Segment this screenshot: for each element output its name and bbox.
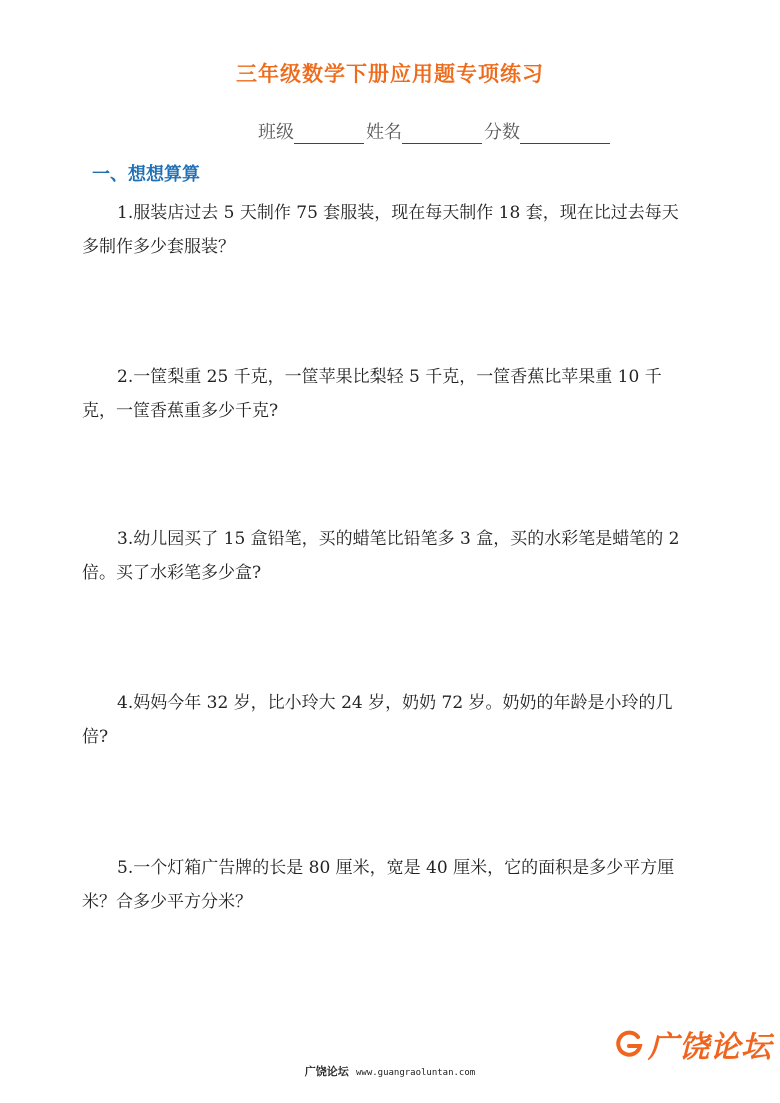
student-info-line — [258, 118, 612, 144]
footer-site-name: 广饶论坛 — [304, 1065, 349, 1078]
footer-url: www.guangraoluntan.com — [355, 1068, 476, 1078]
question-2: 2.一筐梨重 25 千克，一筐苹果比梨轻 5 千克，一筐香蕉比苹果重 10 千克，一筐香蕉重多少千克? — [82, 367, 662, 421]
question-5: 5.一个灯箱广告牌的长是 80 厘米，宽是 40 厘米，它的面积是多少平方厘米？合多少平方分米？ — [82, 858, 675, 912]
question-4: 4.妈妈今年 32 岁，比小玲大 24 岁，奶奶 72 岁。奶奶的年龄是小玲的几倍? — [82, 693, 673, 747]
g-swirl-logo-icon — [614, 1029, 644, 1059]
score-blank — [520, 121, 610, 144]
question-3: 3.幼儿园买了 15 盒铅笔，买的蜡笔比铅笔多 3 盒，买的水彩笔是蜡笔的 2 倍。买了水彩笔多少盒? — [82, 529, 680, 583]
class-blank — [294, 121, 364, 144]
name-blank — [402, 121, 482, 144]
logo-text: 广饶论坛 — [648, 1030, 772, 1065]
site-logo — [614, 1022, 772, 1066]
page-footer — [0, 1063, 780, 1079]
class-label: 班级 — [258, 122, 294, 143]
name-label: 姓名 — [366, 122, 402, 143]
section-heading: 一、想想算算 — [92, 164, 200, 185]
page-title: 三年级数学下册应用题专项练习 — [236, 62, 544, 86]
question-1: 1.服装店过去 5 天制作 75 套服装，现在每天制作 18 套，现在比过去每天多制作多少套服装？ — [82, 203, 679, 257]
score-label: 分数 — [484, 122, 520, 143]
